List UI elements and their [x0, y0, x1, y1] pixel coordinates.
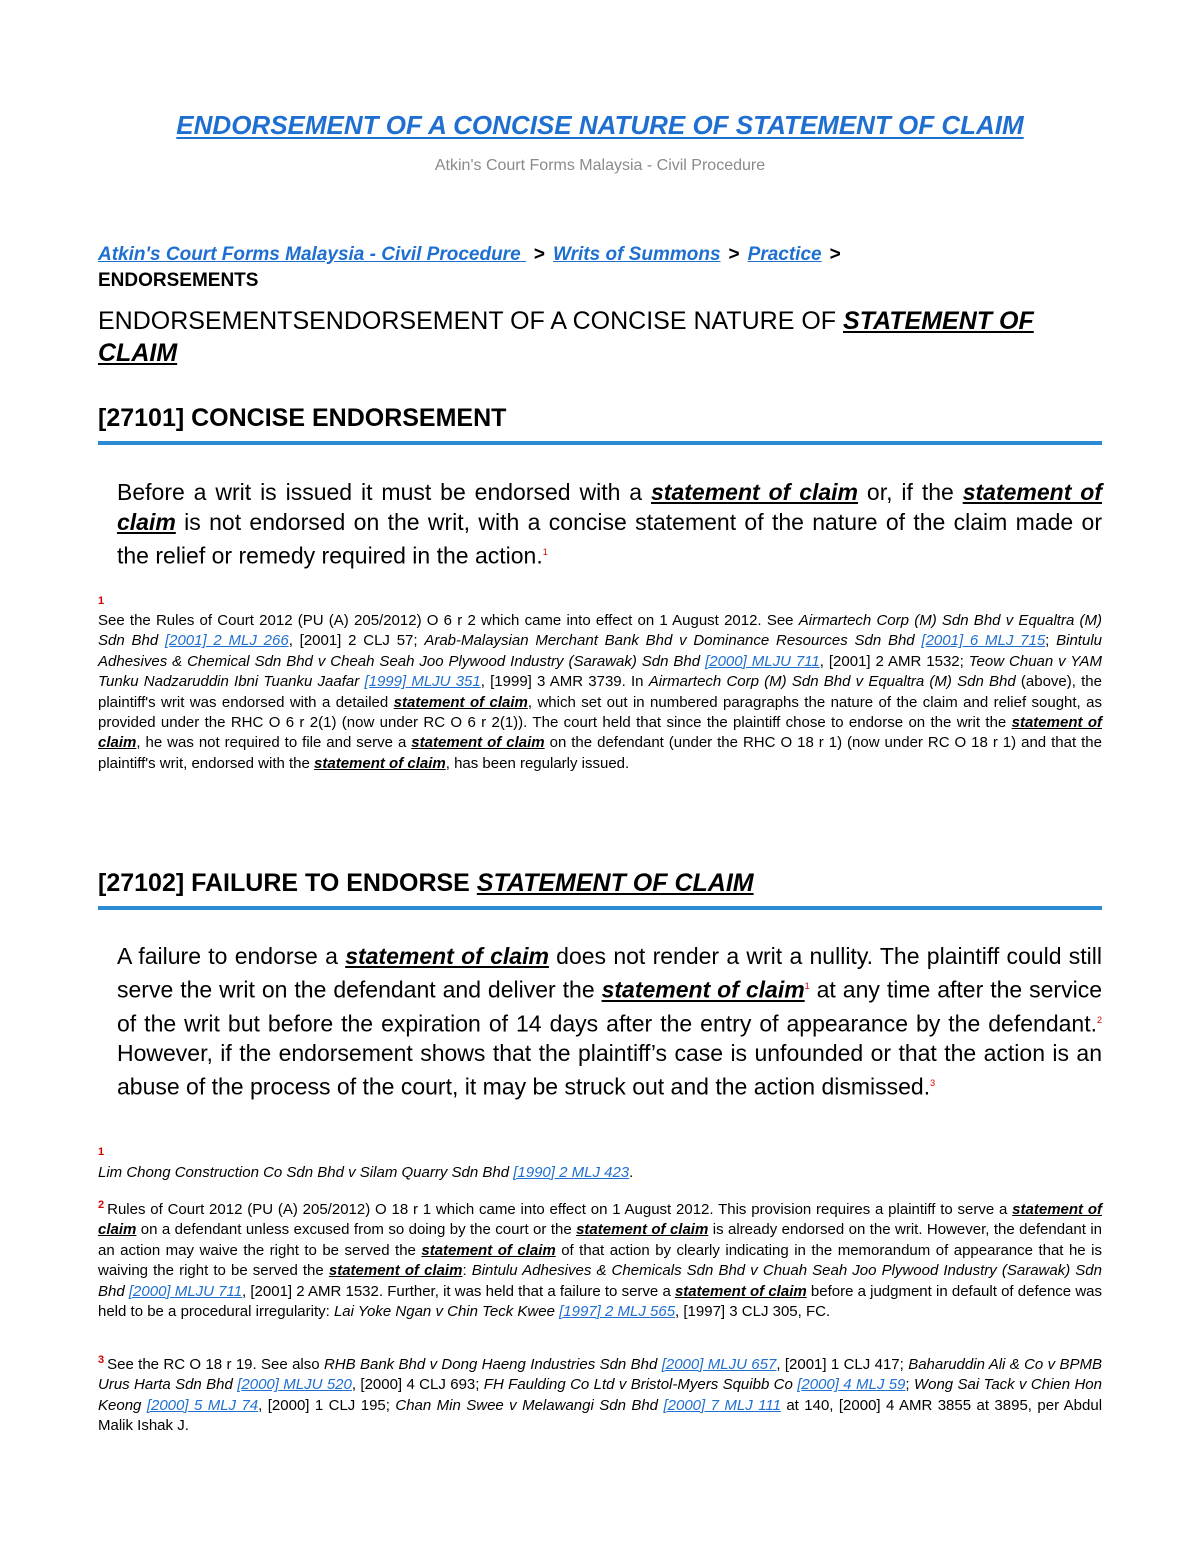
breadcrumb-current: ENDORSEMENTS: [98, 270, 259, 291]
citation-link[interactable]: [2001] 6 MLJ 715: [921, 632, 1046, 650]
case-name: Airmartech Corp (M) Sdn Bhd v Equaltra (M) Sdn Bhd: [98, 612, 1103, 650]
footnote-text: on the defendant (under the RHC O 18 r 1) (now under RC O 18 r 1) and that the plaintiff's writ, endorsed with the: [98, 734, 1102, 772]
body-text: Before a writ is issued it must be endorsed with a: [117, 479, 652, 505]
citation-link[interactable]: [2000] MLJU 711: [705, 652, 820, 670]
document-subtitle: Atkin's Court Forms Malaysia - Civil Procedure: [434, 157, 766, 174]
main-heading: [98, 305, 1103, 369]
case-name: Bintulu Adhesives & Chemicals Sdn Bhd v Chuah Seah Joo Plywood Industry (Sarawak) Sdn Bhd: [98, 1262, 1102, 1300]
footnote-27102-1: [98, 1163, 1102, 1183]
case-name: Lim Chong Construction Co Sdn Bhd v Silam Quarry Sdn Bhd: [98, 1164, 510, 1181]
footnote-27101-1: [98, 611, 1102, 774]
footnote-27102-2: [98, 1195, 1102, 1322]
footnote-text: (above), the plaintiff's writ was endorsed with a detailed: [98, 673, 1102, 711]
citation-link[interactable]: [2000] 4 MLJ 59: [797, 1376, 906, 1394]
case-name: RHB Bank Bhd v Dong Haeng Industries Sdn Bhd: [323, 1356, 658, 1373]
footnote-text: , he was not required to file and serve a: [136, 734, 412, 752]
case-name: Bintulu Adhesives & Chemical Sdn Bhd v Cheah Seah Joo Plywood Industry (Sarawak) Sdn Bhd: [98, 632, 1102, 670]
term-statement-of-claim: statement of claim: [393, 693, 528, 711]
section-heading-27102: [98, 869, 1102, 910]
term-statement-of-claim: statement of claim: [601, 976, 805, 1003]
term-statement-of-claim: statement of claim: [314, 754, 446, 772]
term-statement-of-claim: statement of claim: [98, 1201, 1102, 1239]
term-statement-of-claim: statement of claim: [345, 943, 549, 969]
footnote-text: :: [462, 1262, 472, 1280]
footnote-text: is already endorsed on the writ. However, the defendant in an action may waive the right to be served the: [98, 1221, 1102, 1259]
footnote-ref[interactable]: 2: [1096, 1014, 1102, 1025]
footnote-text: , [2000] 1 CLJ 195;: [258, 1396, 396, 1414]
body-text: at any time after the service of the writ but before the expiration of 14 days after the entry of appearance by the defendant.: [117, 976, 1102, 1037]
body-text: is not endorsed on the writ, with a concise statement of the nature of the claim made or the relief or remedy required in the action.: [117, 509, 1102, 569]
footnote-text: , has been regularly issued.: [445, 754, 630, 772]
footnote-text: , [1997] 3 CLJ 305, FC.: [675, 1303, 831, 1321]
case-name: Baharuddin Ali & Co v BPMB Urus Harta Sdn Bhd: [98, 1356, 1102, 1394]
section-27101-body: [117, 477, 1102, 571]
footnote-text: ;: [1045, 632, 1057, 650]
footnote-text: Rules of Court 2012 (PU (A) 205/2012) O 18 r 1 which came into effect on 1 August 2012. This provision requires a plaintiff to serve a: [107, 1201, 1013, 1218]
footnote-ref[interactable]: 1: [542, 547, 548, 557]
case-name: Arab-Malaysian Merchant Bank Bhd v Dominance Resources Sdn Bhd: [424, 632, 915, 650]
document-title[interactable]: ENDORSEMENT OF A CONCISE NATURE OF STATEMENT OF CLAIM: [176, 110, 1024, 140]
footnote-text: before a judgment in default of defence was held to be a procedural irregularity:: [98, 1282, 1102, 1321]
case-name: FH Faulding Co Ltd v Bristol-Myers Squibb Co: [483, 1376, 793, 1394]
breadcrumb-separator: >: [829, 244, 841, 265]
term-statement-of-claim: statement of claim: [651, 479, 859, 505]
footnote-marker: 1: [98, 1146, 105, 1158]
citation-link[interactable]: [2000] 5 MLJ 74: [146, 1396, 259, 1414]
footnote-text: of that action by clearly indicating in the memorandum of appearance that he is waiving the right to be served the: [98, 1241, 1102, 1280]
footnote-marker: 2: [98, 1199, 105, 1211]
breadcrumb-separator: >: [533, 244, 546, 265]
citation-link[interactable]: [2000] MLJU 711: [128, 1282, 243, 1300]
breadcrumb-link-practice[interactable]: Practice: [747, 244, 822, 265]
term-statement-of-claim: statement of claim: [576, 1221, 709, 1239]
footnote-text: See the RC O 18 r 19. See also: [107, 1356, 324, 1373]
case-name: Lai Yoke Ngan v Chin Teck Kwee: [333, 1303, 555, 1321]
term-statement-of-claim: statement of claim: [421, 1241, 556, 1259]
main-heading-text: ENDORSEMENTSENDORSEMENT OF A CONCISE NATURE OF: [98, 307, 843, 335]
section-heading-emphasis: STATEMENT OF CLAIM: [476, 869, 754, 897]
footnote-ref[interactable]: 1: [804, 981, 810, 991]
case-name: Airmartech Corp (M) Sdn Bhd v Equaltra (M) Sdn Bhd: [648, 673, 1016, 691]
term-statement-of-claim: statement of claim: [98, 714, 1102, 752]
body-text: or, if the: [858, 479, 963, 505]
footnote-marker: 3: [98, 1354, 105, 1366]
footnote-text: , [2001] 2 CLJ 57;: [288, 632, 425, 650]
main-heading-emphasis: STATEMENT OF CLAIM: [98, 307, 1034, 367]
footnote-text: , which set out in numbered paragraphs the nature of the claim and relief sought, as provided under the RHC O 6 r 2(1) (now under RC O 6 r 2(1)). The court held that since the plaintiff chose to endorse on the writ the: [98, 693, 1102, 732]
case-name: Chan Min Swee v Melawangi Sdn Bhd: [395, 1396, 659, 1414]
term-statement-of-claim: statement of claim: [411, 734, 545, 752]
breadcrumb-link-writs[interactable]: Writs of Summons: [553, 244, 721, 265]
case-name: Wong Sai Tack v Chien Hon Keong: [98, 1376, 1102, 1414]
footnote-27102-3: [98, 1350, 1102, 1437]
section-heading-27101: [27101] CONCISE ENDORSEMENT: [98, 404, 1102, 445]
body-text: However, if the endorsement shows that the plaintiff’s case is unfounded or that the action is an abuse of the process of the court, it may be struck out and the action dismissed.: [117, 1040, 1102, 1100]
footnote-text: , [2001] 1 CLJ 417;: [776, 1356, 909, 1373]
citation-link[interactable]: [2000] MLJU 520: [237, 1376, 352, 1394]
citation-link[interactable]: [1997] 2 MLJ 565: [559, 1303, 676, 1321]
body-text: does not render a writ a nullity. The plaintiff could still serve the writ on the defendant and deliver the: [117, 943, 1102, 1003]
citation-link[interactable]: [1990] 2 MLJ 423: [513, 1164, 630, 1181]
footnote-text: , [1999] 3 AMR 3739. In: [480, 673, 649, 691]
breadcrumb: [98, 242, 1098, 294]
section-heading-text: [27102] FAILURE TO ENDORSE: [98, 869, 477, 897]
footnote-text: See the Rules of Court 2012 (PU (A) 205/2012) O 6 r 2 which came into effect on 1 August 2012. See: [98, 612, 799, 629]
term-statement-of-claim: statement of claim: [117, 479, 1102, 535]
breadcrumb-separator: >: [728, 244, 740, 265]
term-statement-of-claim: statement of claim: [328, 1262, 463, 1280]
footnote-ref[interactable]: 3: [930, 1078, 936, 1089]
breadcrumb-link-atkins[interactable]: Atkin's Court Forms Malaysia - Civil Procedure: [98, 244, 526, 265]
case-name: Teow Chuan v YAM Tunku Nadzaruddin Ibni Tuanku Jaafar: [98, 652, 1103, 691]
footnote-marker: 1: [98, 595, 105, 607]
citation-link[interactable]: [1999] MLJU 351: [364, 673, 481, 691]
section-27102-body: [117, 941, 1102, 1102]
body-text: A failure to endorse a: [117, 943, 346, 969]
footnote-text: , [2000] 4 CLJ 693;: [351, 1376, 484, 1394]
footnote-text: ;: [905, 1376, 914, 1394]
citation-link[interactable]: [2001] 2 MLJ 266: [164, 632, 289, 650]
citation-link[interactable]: [2000] MLJU 657: [661, 1356, 777, 1373]
footnote-text: on a defendant unless excused from so doing by the court or the: [136, 1221, 577, 1239]
footnote-text: at 140, [2000] 4 AMR 3855 at 3895, per Abdul Malik Ishak J.: [98, 1396, 1103, 1435]
footnote-text: .: [629, 1164, 634, 1181]
footnote-text: , [2001] 2 AMR 1532;: [819, 652, 969, 670]
footnote-text: , [2001] 2 AMR 1532. Further, it was held that a failure to serve a: [242, 1282, 675, 1300]
term-statement-of-claim: statement of claim: [674, 1282, 807, 1300]
citation-link[interactable]: [2000] 7 MLJ 111: [663, 1396, 781, 1414]
